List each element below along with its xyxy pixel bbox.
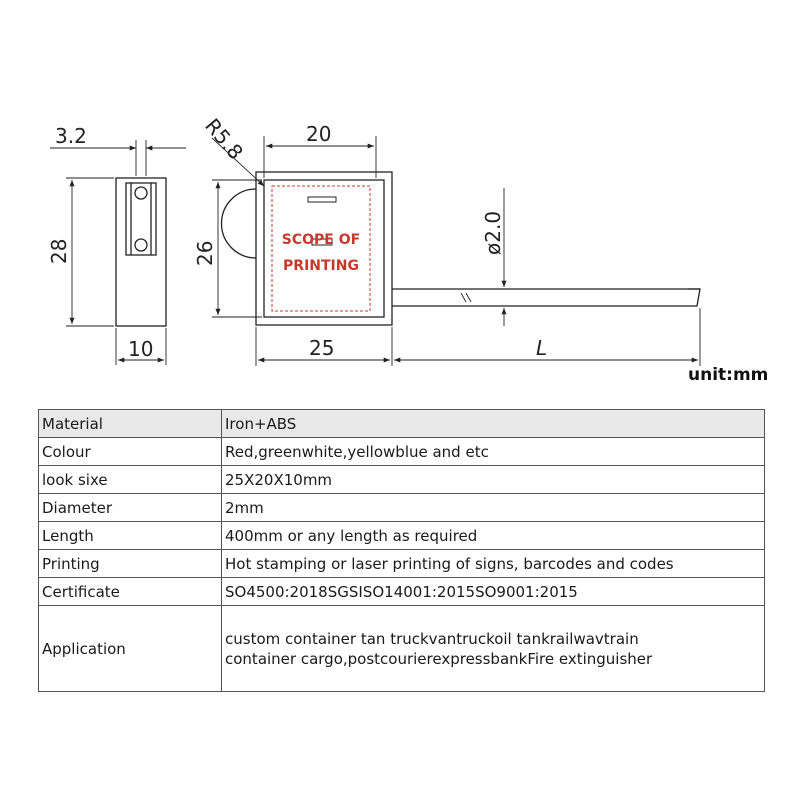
dim-depth-label: 10 [128,337,154,361]
spec-value-line1: custom container tan truckvantruckoil tankrailwavtrain [225,629,639,648]
dim-front-height-label: 26 [193,240,217,266]
side-view-body [116,178,166,326]
unit-label: unit:mm [688,365,769,385]
spec-key: look sixe [39,466,222,494]
spec-value: Iron+ABS [222,410,765,438]
spec-row-printing [39,550,765,578]
scope-of-printing-line1: SCOPE OF [281,232,361,248]
rivet-bottom-circle [135,239,147,251]
spec-row-colour [39,438,765,466]
spec-key: Certificate [39,578,222,606]
spec-row-size [39,466,765,494]
wire-tip [688,289,700,306]
spec-key: Material [39,410,222,438]
dim-width-top-label: 20 [306,122,332,146]
spec-row-length [39,522,765,550]
dim-radius-label: R5.8 [200,113,248,165]
dim-diameter-label: ø2.0 [481,210,505,255]
spec-row-diameter [39,494,765,522]
spec-key: Colour [39,438,222,466]
spec-value-line2: container cargo,postcourierexpressbankFire extinguisher [225,649,653,668]
spec-row-material [39,410,765,438]
rivet-top-circle [135,187,147,199]
spec-value: 25X20X10mm [222,466,765,494]
spec-key: Diameter [39,494,222,522]
spec-value: Red,greenwhite,yellowblue and etc [222,438,765,466]
print-area [272,186,370,311]
spec-row-application [39,606,765,692]
dim-side-height-label: 28 [47,238,71,264]
spec-value: SO4500:2018SGSISO14001:2015SO9001:2015 [222,578,765,606]
scope-of-printing-line2: PRINTING [283,258,359,274]
dim-length-label: L [536,336,548,360]
radius-arc [222,189,257,258]
front-view [212,136,700,366]
spec-value [222,606,765,692]
spec-key: Application [39,606,222,692]
dim-width-bottom-label: 25 [309,336,335,360]
spec-value: 2mm [222,494,765,522]
spec-key: Length [39,522,222,550]
spec-row-certificate [39,578,765,606]
spec-value: 400mm or any length as required [222,522,765,550]
spec-value: Hot stamping or laser printing of signs, barcodes and codes [222,550,765,578]
dim-thickness-label: 3.2 [55,124,87,148]
spec-key: Printing [39,550,222,578]
spec-table [38,409,765,692]
